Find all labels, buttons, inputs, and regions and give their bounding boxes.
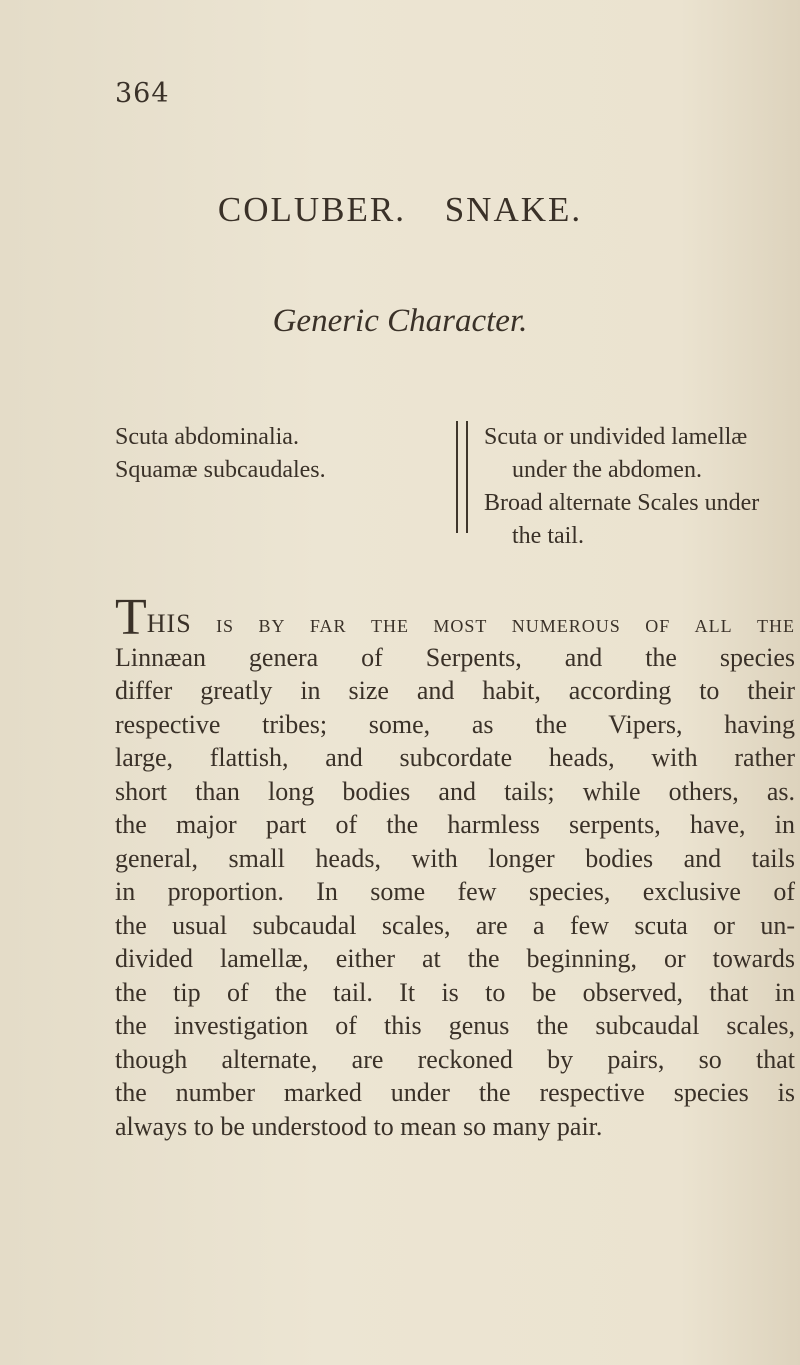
- common-name: SNAKE.: [444, 190, 583, 229]
- page-title: [0, 190, 800, 230]
- body-line: though alternate, are reckoned by pairs, so that: [115, 1044, 795, 1074]
- body-line: Linnæan genera of Serpents, and the species: [115, 642, 795, 672]
- page-number: 364: [115, 78, 170, 109]
- body-line: differ greatly in size and habit, according to their: [115, 676, 795, 705]
- body-line: divided lamellæ, either at the beginning, or towards: [115, 944, 795, 973]
- body-line: large, flattish, and subcordate heads, with rather: [115, 743, 795, 772]
- body-line: in proportion. In some few species, exclusive of: [115, 877, 795, 906]
- section-subtitle: Generic Character.: [272, 303, 528, 339]
- body-line-text: HIS is by far the most numerous of all the: [146, 609, 795, 638]
- body-paragraph: [115, 589, 795, 1143]
- column-rule: [456, 421, 458, 533]
- character-left-line: Scuta abdominalia.: [115, 424, 299, 450]
- body-line-first: [115, 589, 795, 646]
- body-line: short than long bodies and tails; while others, as.: [115, 776, 795, 806]
- character-left-column: [115, 421, 425, 487]
- drop-cap: T: [115, 589, 147, 646]
- body-line: the number marked under the respective species is: [115, 1078, 795, 1107]
- body-line: always to be understood to mean so many pair.: [115, 1111, 603, 1141]
- character-right-line: under the abdomen.: [512, 457, 702, 483]
- body-line: the major part of the harmless serpents, have, in: [115, 810, 795, 839]
- character-right-column: [484, 421, 794, 553]
- column-rule: [466, 421, 468, 533]
- character-right-line: Broad alternate Scales under: [484, 490, 760, 516]
- character-right-line: the tail.: [512, 523, 584, 549]
- body-line: respective tribes; some, as the Vipers, having: [115, 709, 795, 739]
- body-line: the investigation of this genus the subcaudal scales,: [115, 1011, 795, 1040]
- body-line: general, small heads, with longer bodies and tails: [115, 843, 795, 873]
- body-line: the tip of the tail. It is to be observed, that in: [115, 977, 795, 1007]
- character-right-line: Scuta or undivided lamellæ: [484, 424, 748, 450]
- body-line: the usual subcaudal scales, are a few scuta or un-: [115, 910, 795, 940]
- genus-name: COLUBER.: [217, 190, 406, 229]
- character-left-line: Squamæ subcaudales.: [115, 457, 326, 483]
